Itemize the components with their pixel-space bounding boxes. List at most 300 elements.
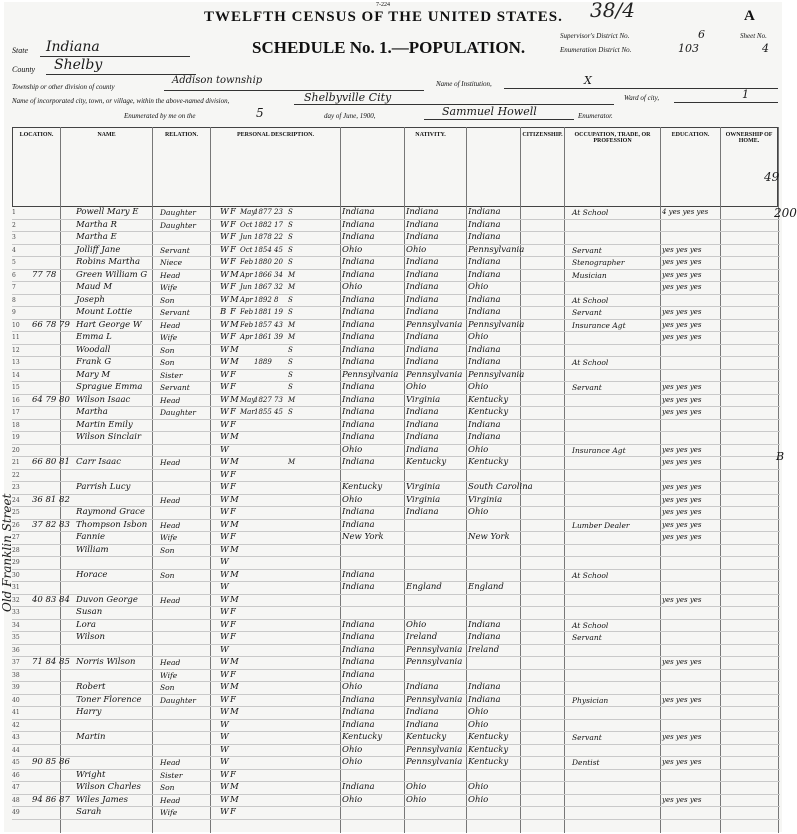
corner-letter: A [744,8,755,24]
race: W [220,519,229,530]
line-number: 15 [12,384,20,391]
father-birthplace: Indiana [406,257,439,267]
sex: M [230,519,239,530]
race: W [220,257,229,267]
line-number: 6 [12,271,16,279]
father-birthplace: Indiana [406,707,439,717]
person-name: Jolliff Jane [76,244,121,255]
birthplace: Ohio [342,282,363,292]
relation: Head [160,395,181,405]
table-row [12,270,780,283]
father-birthplace: Kentucky [406,732,447,742]
line-number: 28 [12,546,20,554]
sex: F [230,369,236,380]
marital-status: M [288,320,296,329]
person-name: Mary M [76,369,111,380]
line-number: 39 [12,684,20,691]
race: W [220,594,229,605]
birth-month: Feb [240,320,254,329]
incorporated-place-value: Shelbyville City [304,91,392,104]
age: 45 [274,408,283,416]
table-row [12,370,780,383]
birth-month: Oct [240,220,253,229]
marital-status: S [288,370,293,379]
house-number: 64 79 80 [32,394,70,405]
sex: M [230,569,239,580]
sex: F [230,244,236,255]
race: W [220,269,229,280]
birthplace: Indiana [342,407,375,417]
age: 20 [274,258,283,266]
race: W [220,357,229,367]
supervisor-district-value: 6 [698,28,705,41]
line-number: 31 [12,584,20,591]
birthplace: Indiana [342,382,375,392]
marital-status: S [288,233,293,241]
marital-status: M [288,395,296,404]
marital-status: S [288,358,293,366]
education: yes yes yes [662,495,702,504]
birthplace: Indiana [342,694,375,705]
father-birthplace: Indiana [406,419,439,430]
birthplace: New York [342,532,384,542]
birth-month: Apr [240,270,253,279]
sex: F [230,632,236,642]
race: W [220,632,229,642]
birthplace: Indiana [342,232,375,242]
person-name: Wilson Sinclair [76,432,142,442]
column-group-name: NAME [60,127,152,207]
sex: M [230,682,239,692]
table-row [12,795,780,808]
relation: Head [160,270,181,280]
house-number: 66 78 79 [32,319,70,330]
father-birthplace: Indiana [406,682,439,692]
occupation: At School [572,570,609,580]
occupation: Insurance Agt [572,320,626,330]
birthplace: Indiana [342,707,375,717]
line-number: 43 [12,734,20,741]
person-name: Maud M [76,282,113,292]
table-row [12,545,780,558]
table-row [12,657,780,670]
mother-birthplace: Indiana [468,619,501,630]
person-name: Emma L [76,332,112,342]
line-number: 36 [12,646,20,654]
race: W [220,232,229,242]
relation: Son [160,570,175,580]
education: yes yes yes [662,795,702,804]
sex: F [230,257,236,267]
sheet-number-value: 4 [762,42,769,55]
race: W [220,557,229,567]
line-number: 30 [12,571,20,579]
relation: Head [160,458,181,467]
sex: F [230,219,236,230]
education: yes yes yes [662,383,702,391]
race: W [220,782,229,792]
mother-birthplace: Kentucky [468,744,509,755]
race: W [220,244,229,255]
race: W [220,619,229,630]
line-number: 23 [12,484,20,491]
township-value: Addison township [172,75,263,86]
relation: Son [160,683,175,692]
house-number: 77 78 [32,269,57,280]
race: W [220,644,229,655]
person-name: Susan [76,607,103,617]
mother-birthplace: Ohio [468,282,489,292]
table-row [12,495,780,508]
race: W [220,319,229,330]
birthplace: Indiana [342,257,375,267]
mother-birthplace: Pennsylvania [468,319,525,330]
occupation: Dentist [572,758,600,767]
education: yes yes yes [662,695,702,704]
institution-underline [504,88,778,89]
birth-year: 1882 [254,220,272,229]
father-birthplace: Pennsylvania [406,657,463,667]
person-name: Parrish Lucy [76,482,131,492]
person-name: Carr Isaac [76,457,122,467]
father-birthplace: Pennsylvania [406,644,463,655]
relation: Head [160,320,181,330]
education: yes yes yes [662,533,702,541]
birth-month: Apr [240,333,253,341]
state-label: State [12,46,28,55]
table-row [12,520,780,533]
father-birthplace: Indiana [406,432,439,442]
table-row [12,507,780,520]
table-row [12,357,780,370]
relation: Son [160,783,175,792]
person-name: Martha [76,407,108,417]
race: W [220,482,229,492]
enumerated-label: Enumerated by me on the [124,112,196,120]
father-birthplace: Pennsylvania [406,319,463,330]
birthplace: Ohio [342,494,363,505]
marital-status: S [288,295,293,304]
father-birthplace: Indiana [406,344,439,355]
education: yes yes yes [662,733,702,741]
occupation: At School [572,295,609,305]
line-number: 22 [12,471,20,479]
sex: F [230,382,236,392]
mother-birthplace: Kentucky [468,394,509,405]
line-number: 11 [12,334,20,341]
relation: Daughter [160,208,196,217]
relation: Wife [160,533,178,542]
column-group-nativity: NATIVITY. [340,127,520,207]
sex: F [230,407,236,417]
race: W [220,382,229,392]
mother-birthplace: Ohio [468,794,489,805]
race: W [220,469,229,480]
race: W [220,682,229,692]
person-name: Powell Mary E [76,207,139,217]
race: W [220,707,229,717]
occupation: At School [572,208,609,217]
person-name: Robert [76,682,106,692]
father-birthplace: Indiana [406,282,439,292]
marital-status: M [288,333,296,341]
line-number: 45 [12,759,20,766]
house-number: 40 83 84 [32,594,70,605]
person-name: Martha R [76,219,117,230]
race: W [220,507,229,517]
table-row [12,320,780,333]
mother-birthplace: Indiana [468,344,501,355]
line-number: 14 [12,371,20,379]
father-birthplace: Indiana [406,269,439,280]
house-number: 94 86 87 [32,794,70,805]
schedule-title: SCHEDULE No. 1.—POPULATION. [252,38,526,57]
table-row [12,482,780,495]
sex: F [230,232,236,242]
house-number: 37 82 83 [32,519,70,530]
relation: Wife [160,333,178,342]
age: 73 [274,395,283,404]
age: 32 [274,283,283,291]
person-name: Green William G [76,269,148,280]
mother-birthplace: Indiana [468,307,501,317]
table-row [12,670,780,683]
birth-year: 1855 [254,408,272,416]
mother-birthplace: Indiana [468,419,501,430]
relation: Servant [160,308,190,317]
birth-month: Jun [240,233,252,241]
race: W [220,294,229,305]
education: yes yes yes [662,270,702,279]
sex: M [230,594,239,605]
education: yes yes yes [662,658,702,666]
mother-birthplace: Ohio [468,382,489,392]
mother-birthplace: Indiana [468,232,501,242]
table-row [12,245,780,258]
birthplace: Indiana [342,619,375,630]
birth-year: 1877 [254,208,272,216]
age: 45 [274,245,283,254]
birth-month: Feb [240,308,254,316]
table-row [12,682,780,695]
birth-year: 1827 [254,395,272,404]
line-number: 42 [12,721,20,729]
street-name-vertical: Old Franklin Street [0,493,14,612]
race: W [220,582,229,592]
race: W [220,494,229,505]
marital-status: M [288,458,296,466]
birthplace: Indiana [342,394,375,405]
line-number: 10 [12,321,20,329]
birthplace: Indiana [342,457,375,467]
mother-birthplace: England [468,582,504,592]
sex: M [230,394,239,405]
mother-birthplace: Pennsylvania [468,244,525,255]
line-number: 20 [12,446,20,454]
education: yes yes yes [662,395,702,404]
father-birthplace: Indiana [406,307,439,317]
person-name: Toner Florence [76,694,142,705]
sheet-number-label: Sheet No. [740,32,767,40]
birth-year: 1892 [254,295,272,304]
sex: M [230,707,239,717]
relation: Son [160,545,175,555]
birthplace: Indiana [342,569,375,580]
race: W [220,544,229,555]
enumerated-date-label: day of June, 1900, [324,112,376,120]
line-number: 2 [12,221,16,229]
column-group-personal: PERSONAL DESCRIPTION. [210,127,340,207]
table-row [12,220,780,233]
age: 43 [274,320,283,329]
person-name: Horace [76,569,108,580]
race: W [220,532,229,542]
mother-birthplace: Ireland [468,644,500,655]
sex: F [230,482,236,492]
father-birthplace: Virginia [406,394,441,405]
person-name: Martha E [76,232,117,242]
line-number: 47 [12,784,20,791]
person-name: Wilson [76,632,105,642]
race: W [220,757,229,767]
birth-year: 1857 [254,320,272,329]
mother-birthplace: Virginia [468,494,503,505]
ward-label: Ward of city, [624,94,660,102]
father-birthplace: Indiana [406,332,439,342]
sex: F [230,619,236,630]
birthplace: Indiana [342,632,375,642]
education: yes yes yes [662,520,702,529]
supervisor-district-label: Supervisor's District No. [560,32,630,40]
race: W [220,807,229,817]
sex: F [230,207,236,217]
birthplace: Ohio [342,794,363,805]
education: yes yes yes [662,308,702,316]
birthplace: Kentucky [342,482,383,492]
father-birthplace: Pennsylvania [406,369,463,380]
margin-note-mid: 200 [774,206,797,220]
line-number: 34 [12,621,20,629]
line-number: 41 [12,709,20,716]
person-name: Wilson Charles [76,782,141,792]
person-name: Harry [76,707,102,717]
mother-birthplace: New York [468,532,510,542]
table-row [12,757,780,770]
person-name: Duvon George [76,594,138,605]
line-number: 7 [12,284,16,291]
column-group-education: EDUCATION. [660,127,720,207]
birthplace: Indiana [342,344,375,355]
mother-birthplace: Ohio [468,782,489,792]
occupation: Servant [572,245,602,255]
table-row [12,445,780,458]
education: yes yes yes [662,320,702,329]
line-number: 33 [12,609,20,616]
table-row [12,582,780,595]
birthplace: Kentucky [342,732,383,742]
birth-year: 1880 [254,258,272,266]
father-birthplace: Kentucky [406,457,447,467]
line-number: 13 [12,359,20,366]
education: yes yes yes [662,408,702,416]
person-name: Hart George W [76,319,142,330]
race: W [220,607,229,617]
person-name: Woodall [76,344,111,355]
race: W [220,744,229,755]
father-birthplace: Ohio [406,619,427,630]
enumerated-day: 5 [256,106,264,120]
mother-birthplace: Ohio [468,707,489,717]
sex: F [230,694,236,705]
father-birthplace: Ohio [406,794,427,805]
birth-month: Jun [240,283,252,291]
father-birthplace: Indiana [406,294,439,305]
sex: M [230,319,239,330]
table-row [12,232,780,245]
person-name: Wiles James [76,794,129,805]
sex: F [230,607,236,617]
father-birthplace: Indiana [406,232,439,242]
sex: M [230,494,239,505]
mother-birthplace: Indiana [468,432,501,442]
sex: F [230,532,236,542]
race: W [220,344,229,355]
person-name: Norris Wilson [76,657,136,667]
table-row [12,745,780,758]
race: W [220,769,229,780]
relation: Head [160,520,181,530]
person-name: Sarah [76,807,102,817]
line-number: 21 [12,459,20,466]
line-number: 49 [12,809,20,816]
table-row [12,382,780,395]
relation: Wife [160,670,178,680]
occupation: Servant [572,383,602,392]
table-row [12,295,780,308]
person-name: Thompson Isbon [76,519,148,530]
relation: Daughter [160,695,196,705]
father-birthplace: Ohio [406,782,427,792]
table-row [12,432,780,445]
table-row [12,457,780,470]
county-label: County [12,65,36,74]
line-number: 32 [12,596,20,604]
line-number: 24 [12,496,20,504]
father-birthplace: Pennsylvania [406,757,463,767]
sex: F [230,669,236,680]
line-number: 27 [12,534,20,541]
table-row [12,557,780,570]
house-number: 36 81 82 [32,494,70,505]
sex: F [230,282,236,292]
table-row [12,395,780,408]
line-number: 3 [12,234,16,241]
form-code: 7-224 [376,2,390,8]
occupation: Musician [572,270,607,280]
line-number: 35 [12,634,20,641]
birth-year: 1881 [254,308,272,316]
line-number: 12 [12,346,20,354]
line-number: 19 [12,434,20,441]
birthplace: Indiana [342,719,375,730]
birthplace: Indiana [342,207,375,217]
incorporated-place-label: Name of incorporated city, town, or village, within the above-named division, [12,97,230,105]
education: yes yes yes [662,508,702,516]
sex: F [230,469,236,480]
person-name: Joseph [76,294,105,305]
mother-birthplace: Indiana [468,682,501,692]
table-row [12,770,780,783]
